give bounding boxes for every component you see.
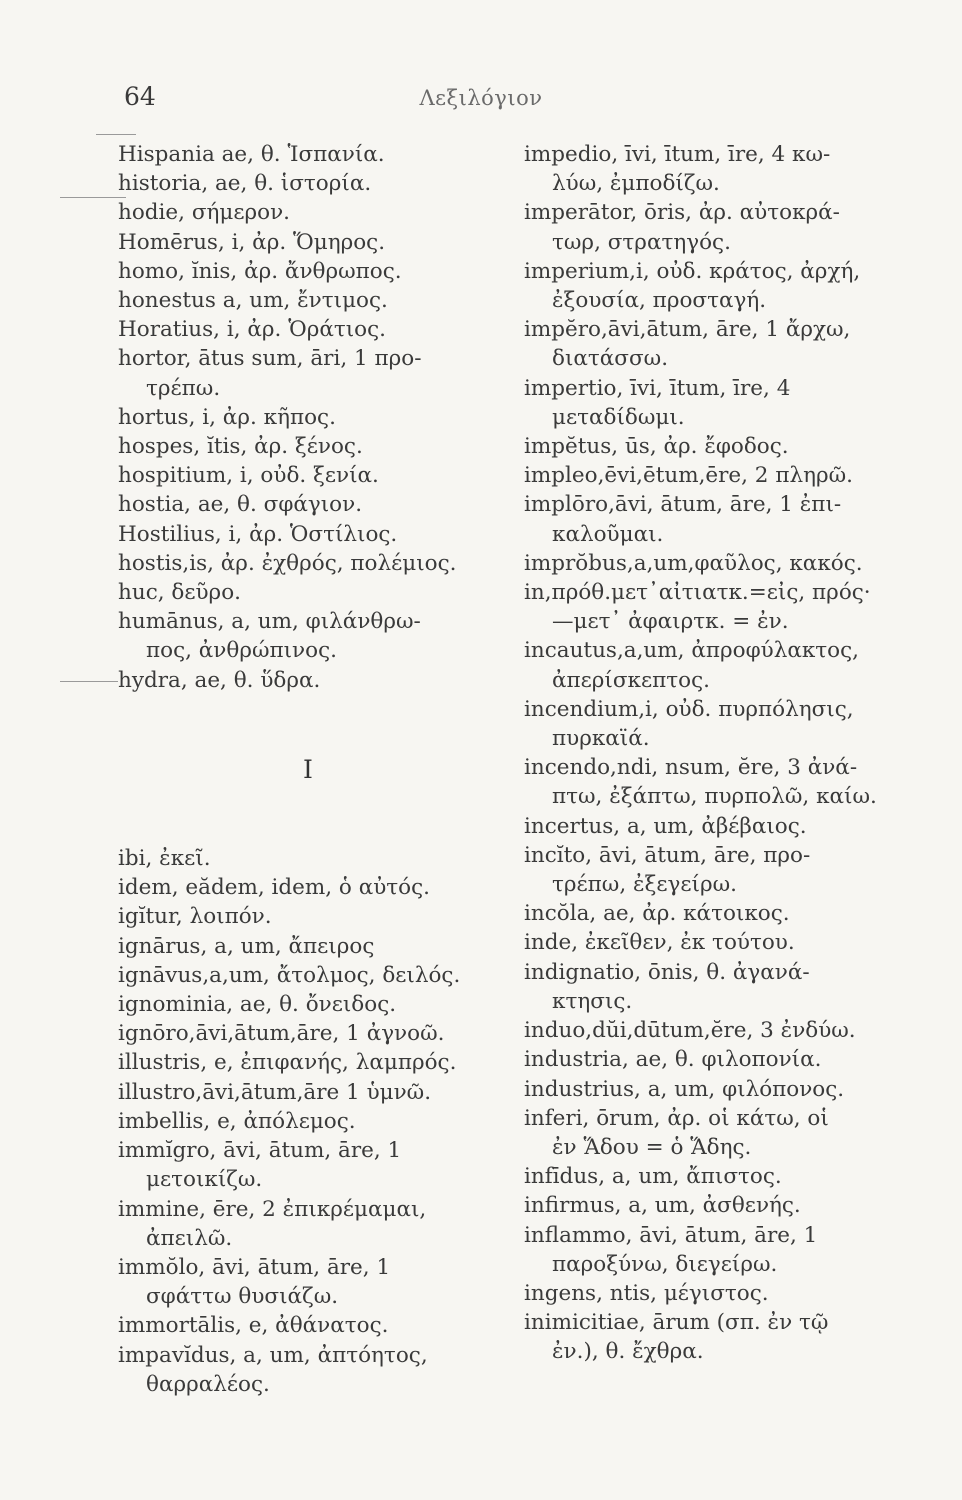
dictionary-entry: in,πρόθ.μετ᾽αἰτιατκ.=εἰς, πρός· (524, 580, 871, 606)
dictionary-entry: inde, ἐκεῖθεν, ἐκ τούτου. (524, 930, 795, 956)
dictionary-entry: Homērus, i, ἀρ. Ὅμηρος. (118, 229, 386, 255)
dictionary-entry: inferi, ōrum, ἀρ. οἱ κάτω, οἱ (524, 1105, 829, 1131)
section-letter: I (303, 754, 313, 784)
entries-h (118, 140, 498, 695)
entries-i-continued (524, 140, 904, 1367)
dictionary-entry: Hispania ae, θ. Ἱσπανία. (118, 142, 385, 167)
dictionary-entry: indignatio, ōnis, θ. ἀγανά- (524, 959, 810, 985)
dictionary-entry: impedio, īvi, ītum, īre, 4 κω- (524, 142, 831, 167)
dictionary-entry: τρέπω. (146, 375, 221, 401)
dictionary-entry: hospitium, i, οὐδ. ξενία. (118, 463, 379, 489)
dictionary-entry: ἐν.), θ. ἔχθρα. (552, 1339, 704, 1365)
dictionary-entry: induo,dŭi,dūtum,ĕre, 3 ἐνδύω. (524, 1018, 856, 1044)
dictionary-entry: hydra, ae, θ. ὕδρα. (118, 667, 321, 693)
dictionary-entry: honestus a, um, ἔντιμος. (118, 288, 388, 314)
dictionary-entry: historia, ae, θ. ἱστορία. (118, 171, 372, 197)
dictionary-entry: ingens, ntis, μέγιστος. (524, 1280, 769, 1306)
dictionary-entry: τρέπω, ἐξεγείρω. (552, 872, 737, 898)
dictionary-entry: διατάσσω. (552, 346, 669, 372)
dictionary-entry: igĭtur, λοιπόν. (118, 904, 272, 930)
dictionary-entry: incŏla, ae, ἀρ. κάτοικος. (524, 901, 790, 927)
dictionary-entry: hortor, ātus sum, āri, 1 προ- (118, 346, 422, 372)
dictionary-entry: ignārus, a, um, ἄπειρος (118, 933, 375, 959)
dictionary-entry: implōro,āvi, ātum, āre, 1 ἐπι- (524, 492, 842, 518)
dictionary-entry: immĭgro, āvi, ātum, āre, 1 (118, 1138, 402, 1164)
left-column (118, 140, 498, 1399)
dictionary-entry: inimicitiae, ārum (σπ. ἐν τῷ (524, 1310, 829, 1336)
dictionary-entry: impĕtus, ūs, ἀρ. ἔφοδος. (524, 434, 789, 460)
dictionary-entry: ignōro,āvi,ātum,āre, 1 ἀγνοῶ. (118, 1021, 445, 1047)
dictionary-entry: ἐξουσία, προσταγή. (552, 288, 767, 314)
dictionary-entry: immŏlo, āvi, ātum, āre, 1 (118, 1254, 391, 1280)
running-title: Λεξιλόγιον (419, 86, 543, 110)
dictionary-entry: imperium,i, οὐδ. κράτος, ἀρχή, (524, 258, 861, 284)
dictionary-entry: impertio, īvi, ītum, īre, 4 (524, 375, 791, 401)
right-column (524, 140, 904, 1367)
dictionary-entry: incertus, a, um, ἀβέβαιος. (524, 813, 807, 839)
dictionary-entry: σφάττω θυσιάζω. (146, 1284, 339, 1310)
dictionary-entry: λύω, ἐμποδίζω. (552, 171, 720, 197)
dictionary-entry: κτησις. (552, 988, 633, 1014)
dictionary-entry: infīdus, a, um, ἄπιστος. (524, 1164, 782, 1190)
dictionary-entry: μετοικίζω. (146, 1167, 263, 1193)
dictionary-entry: ἐν Ἅδου = ὁ Ἅδης. (552, 1134, 752, 1160)
dictionary-entry: Horatius, i, ἀρ. Ὁράτιος. (118, 317, 387, 343)
entries-i (118, 844, 498, 1399)
dictionary-entry: —μετ᾽ ἀφαιρτκ. = ἐν. (552, 609, 789, 635)
dictionary-entry: hostis,is, ἀρ. ἐχθρός, πολέμιος. (118, 550, 457, 576)
dictionary-entry: παροξύνω, διεγείρω. (552, 1251, 778, 1277)
dictionary-entry: incendium,i, οὐδ. πυρπόλησις, (524, 696, 854, 722)
dictionary-entry: incĭto, āvi, ātum, āre, προ- (524, 842, 811, 868)
dictionary-entry: ignominia, ae, θ. ὄνειδος. (118, 992, 397, 1018)
dictionary-entry: hodie, σήμερον. (118, 200, 290, 226)
dictionary-entry: immortālis, e, ἀθάνατος. (118, 1313, 389, 1339)
dictionary-entry: ἀπερίσκεπτος. (552, 667, 710, 693)
dictionary-entry: inflammo, āvi, ātum, āre, 1 (524, 1222, 818, 1248)
dictionary-entry: hortus, i, ἀρ. κῆπος. (118, 404, 336, 430)
page-number: 64 (124, 82, 156, 111)
dictionary-entry: infirmus, a, um, ἀσθενής. (524, 1193, 801, 1219)
dictionary-entry: illustro,āvi,ātum,āre 1 ὑμνῶ. (118, 1079, 432, 1105)
dictionary-entry: huc, δεῦρο. (118, 580, 241, 606)
margin-rule-bottom (60, 681, 118, 682)
dictionary-entry: imbellis, e, ἀπόλεμος. (118, 1108, 356, 1134)
dictionary-entry: imprŏbus,a,um,φαῦλος, κακός. (524, 550, 863, 576)
dictionary-entry: immine, ēre, 2 ἐπικρέμαμαι, (118, 1196, 427, 1222)
dictionary-entry: ibi, ἐκεῖ. (118, 846, 211, 872)
dictionary-entry: imperātor, ōris, ἀρ. αὐτοκρά- (524, 200, 840, 226)
dictionary-entry: idem, eădem, idem, ὁ αὐτός. (118, 875, 431, 901)
dictionary-entry: πος, ἀνθρώπινος. (146, 638, 337, 664)
dictionary-entry: incautus,a,um, ἀπροφύλακτος, (524, 638, 859, 664)
dictionary-entry: illustris, e, ἐπιφανής, λαμπρός. (118, 1050, 457, 1076)
dictionary-entry: industrius, a, um, φιλόπονος. (524, 1076, 845, 1102)
dictionary-entry: incendo,ndi, nsum, ĕre, 3 ἀνά- (524, 755, 858, 781)
dictionary-entry: hostia, ae, θ. σφάγιον. (118, 492, 363, 518)
margin-rule-top (96, 134, 136, 135)
dictionary-entry: humānus, a, um, φιλάνθρω- (118, 609, 421, 635)
dictionary-entry: industria, ae, θ. φιλοπονία. (524, 1047, 822, 1073)
dictionary-entry: μεταδίδωμι. (552, 404, 685, 430)
dictionary-entry: πυρκαϊά. (552, 726, 650, 752)
dictionary-entry: hospes, ĭtis, ἀρ. ξένος. (118, 434, 363, 460)
dictionary-entry: θαρραλέος. (146, 1371, 270, 1397)
dictionary-entry: καλοῦμαι. (552, 521, 664, 547)
dictionary-entry: impĕro,āvi,ātum, āre, 1 ἄρχω, (524, 317, 851, 343)
margin-rule-mid (60, 197, 126, 198)
dictionary-entry: homo, ĭnis, ἀρ. ἄνθρωπος. (118, 258, 402, 284)
dictionary-entry: πτω, ἐξάπτω, πυρπολῶ, καίω. (552, 784, 877, 810)
dictionary-entry: ἀπειλῶ. (146, 1225, 233, 1251)
dictionary-entry: ignāvus,a,um, ἄτολμος, δειλός. (118, 962, 461, 988)
dictionary-entry: Hostilius, i, ἀρ. Ὁστίλιος. (118, 521, 398, 547)
dictionary-entry: impleo,ēvi,ētum,ēre, 2 πληρῶ. (524, 463, 853, 489)
page-header (0, 82, 962, 122)
dictionary-entry: τωρ, στρατηγός. (552, 229, 731, 255)
dictionary-entry: impavĭdus, a, um, ἀπτόητος, (118, 1342, 428, 1368)
